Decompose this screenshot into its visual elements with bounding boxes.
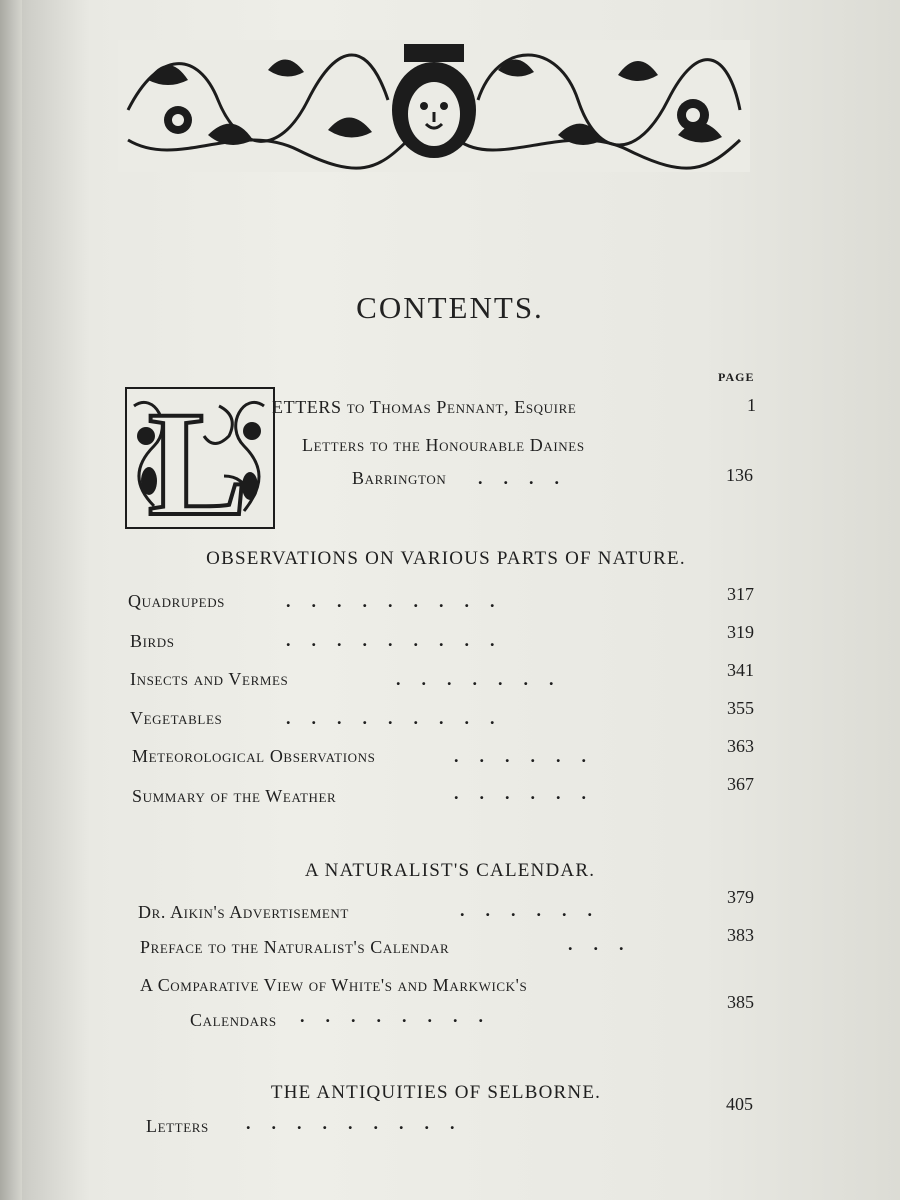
page-gutter	[0, 0, 22, 1200]
entry-letters-pennant: ETTERS to Thomas Pennant, Esquire	[272, 397, 577, 417]
toc-entry: Vegetables	[130, 708, 223, 728]
page-number: 383	[727, 925, 754, 945]
toc-entry: Insects and Vermes	[130, 669, 289, 689]
page-number: 367	[727, 774, 754, 794]
entry-letters-barrington-line1: Letters to the Honourable Daines	[302, 435, 585, 455]
toc-entry-continuation: Calendars	[190, 1010, 277, 1030]
toc-entry: Summary of the Weather	[132, 786, 337, 806]
ornamental-headpiece	[118, 40, 750, 172]
leader-dots: .........	[246, 1113, 476, 1133]
page-column-label: PAGE	[718, 370, 755, 384]
toc-entry: Letters	[146, 1116, 209, 1136]
leader-dots: ....	[478, 468, 580, 488]
toc-entry: Meteorological Observations	[132, 746, 376, 766]
leader-dots: .........	[286, 591, 516, 611]
leader-dots: ........	[300, 1006, 504, 1026]
section-heading-calendar: A NATURALIST'S CALENDAR.	[304, 860, 596, 881]
page-number: 317	[727, 584, 754, 604]
page-number: 1	[747, 395, 756, 415]
entry-letters-barrington-line2: Barrington	[352, 468, 447, 488]
toc-entry: A Comparative View of White's and Markwick's	[140, 975, 528, 995]
page-number: 385	[727, 992, 754, 1012]
leader-dots: ...	[568, 934, 645, 954]
page-number: 341	[727, 660, 754, 680]
page-number: 136	[726, 465, 753, 485]
leader-dots: .......	[396, 669, 575, 689]
section-heading-observations: OBSERVATIONS ON VARIOUS PARTS OF NATURE.	[206, 548, 686, 569]
drop-cap-l	[124, 386, 276, 530]
page-number: 379	[727, 887, 754, 907]
leader-dots: .........	[286, 708, 516, 728]
svg-text:L: L	[147, 386, 249, 530]
leader-dots: .........	[286, 630, 516, 650]
leader-dots: ......	[454, 746, 607, 766]
toc-entry: Preface to the Naturalist's Calendar	[140, 937, 450, 957]
page-number: 319	[727, 622, 754, 642]
toc-entry: Dr. Aikin's Advertisement	[138, 902, 349, 922]
toc-entry: Birds	[130, 631, 175, 651]
section-heading-antiquities: THE ANTIQUITIES OF SELBORNE.	[270, 1082, 602, 1103]
page-number: 363	[727, 736, 754, 756]
leader-dots: ......	[454, 783, 607, 803]
leader-dots: ......	[460, 900, 613, 920]
page-number: 355	[727, 698, 754, 718]
page-number: 405	[726, 1094, 753, 1114]
contents-title: CONTENTS.	[356, 290, 544, 325]
toc-entry: Quadrupeds	[128, 591, 226, 611]
